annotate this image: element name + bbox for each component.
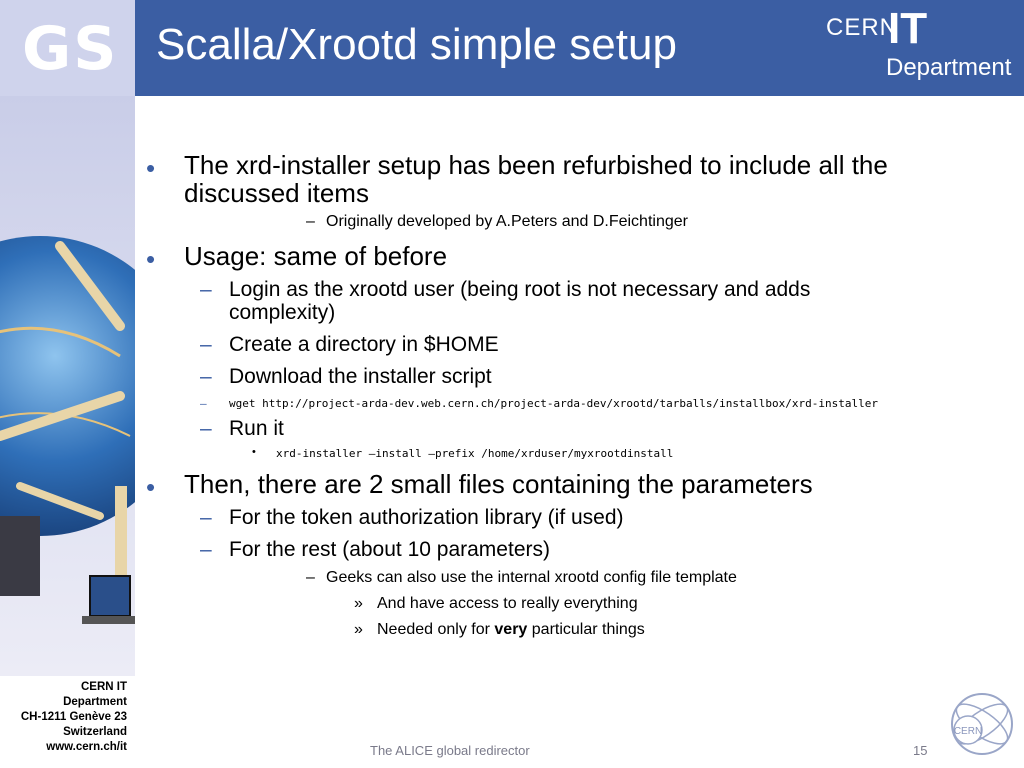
address-line: CERN IT — [81, 681, 127, 693]
code-text: xrd-installer –install –prefix /home/xrduser/myxrootdinstall — [276, 447, 674, 460]
dash-marker: – — [200, 417, 212, 440]
sub-text: Run it — [229, 417, 284, 440]
logo-cern-text: CERN — [826, 14, 899, 41]
dash-marker: – — [200, 397, 207, 410]
sub-text: For the rest (about 10 parameters) — [229, 538, 550, 561]
page-number: 15 — [913, 743, 928, 758]
globe-illustration — [0, 96, 135, 676]
address-line: Department — [63, 696, 127, 708]
bullet-marker: • — [146, 153, 156, 183]
bullet-marker: • — [252, 446, 256, 458]
cern-it-logo — [826, 4, 1016, 84]
dash-marker: – — [200, 365, 212, 388]
sub-text: Login as the xrootd user (being root is not necessary and adds — [229, 278, 811, 301]
slide-title: Scalla/Xrootd simple setup — [156, 20, 677, 69]
sub-text: Create a directory in $HOME — [229, 333, 499, 356]
code-text: wget http://project-arda-dev.web.cern.ch/project-arda-dev/xrootd/tarballs/installbox/xrd-installer — [229, 397, 879, 410]
cern-seal-icon — [946, 688, 1016, 760]
sub-text: For the token authorization library (if used) — [229, 506, 624, 529]
dash-marker: – — [306, 213, 315, 230]
text-run: Needed only for — [377, 621, 495, 638]
bullet-marker: • — [146, 244, 156, 274]
dash-marker: – — [200, 278, 212, 301]
sub-sub-text — [377, 621, 645, 639]
seal-text: CERN — [953, 726, 983, 737]
gs-logo-text: GS — [22, 14, 119, 84]
text-run: particular things — [527, 621, 645, 638]
raquo-marker: » — [354, 621, 363, 638]
sub-text: Originally developed by A.Peters and D.Feichtinger — [326, 213, 688, 230]
dash-marker: – — [200, 506, 212, 529]
sub-text: Geeks can also use the internal xrootd config file template — [326, 569, 737, 586]
header-bar — [135, 0, 1024, 96]
bullet-text: discussed items — [184, 178, 369, 208]
bullet-text: Usage: same of before — [184, 241, 448, 271]
dash-marker: – — [306, 569, 315, 586]
bullet-text: The xrd-installer setup has been refurbished to include all the — [184, 150, 888, 180]
address-block — [0, 676, 135, 768]
dash-marker: – — [200, 538, 212, 561]
bold-text-run: very — [494, 621, 528, 638]
globe-network-art — [0, 96, 135, 676]
gs-logo — [0, 0, 135, 96]
bullet-text: Then, there are 2 small files containing the parameters — [184, 469, 813, 499]
sub-text: complexity) — [229, 301, 336, 324]
bullet-marker: • — [146, 472, 156, 502]
address-line: CH-1211 Genève 23 — [20, 711, 127, 723]
address-line: www.cern.ch/it — [46, 741, 127, 753]
footer-title: The ALICE global redirector — [370, 743, 530, 758]
dash-marker: – — [200, 333, 212, 356]
raquo-marker: » — [354, 595, 363, 612]
sub-sub-text: And have access to really everything — [377, 595, 638, 612]
logo-department-text: Department — [886, 54, 1012, 81]
address-line: Switzerland — [63, 726, 127, 738]
sidebar — [0, 0, 135, 768]
sub-text: Download the installer script — [229, 365, 492, 388]
logo-it-text: IT — [888, 4, 928, 53]
